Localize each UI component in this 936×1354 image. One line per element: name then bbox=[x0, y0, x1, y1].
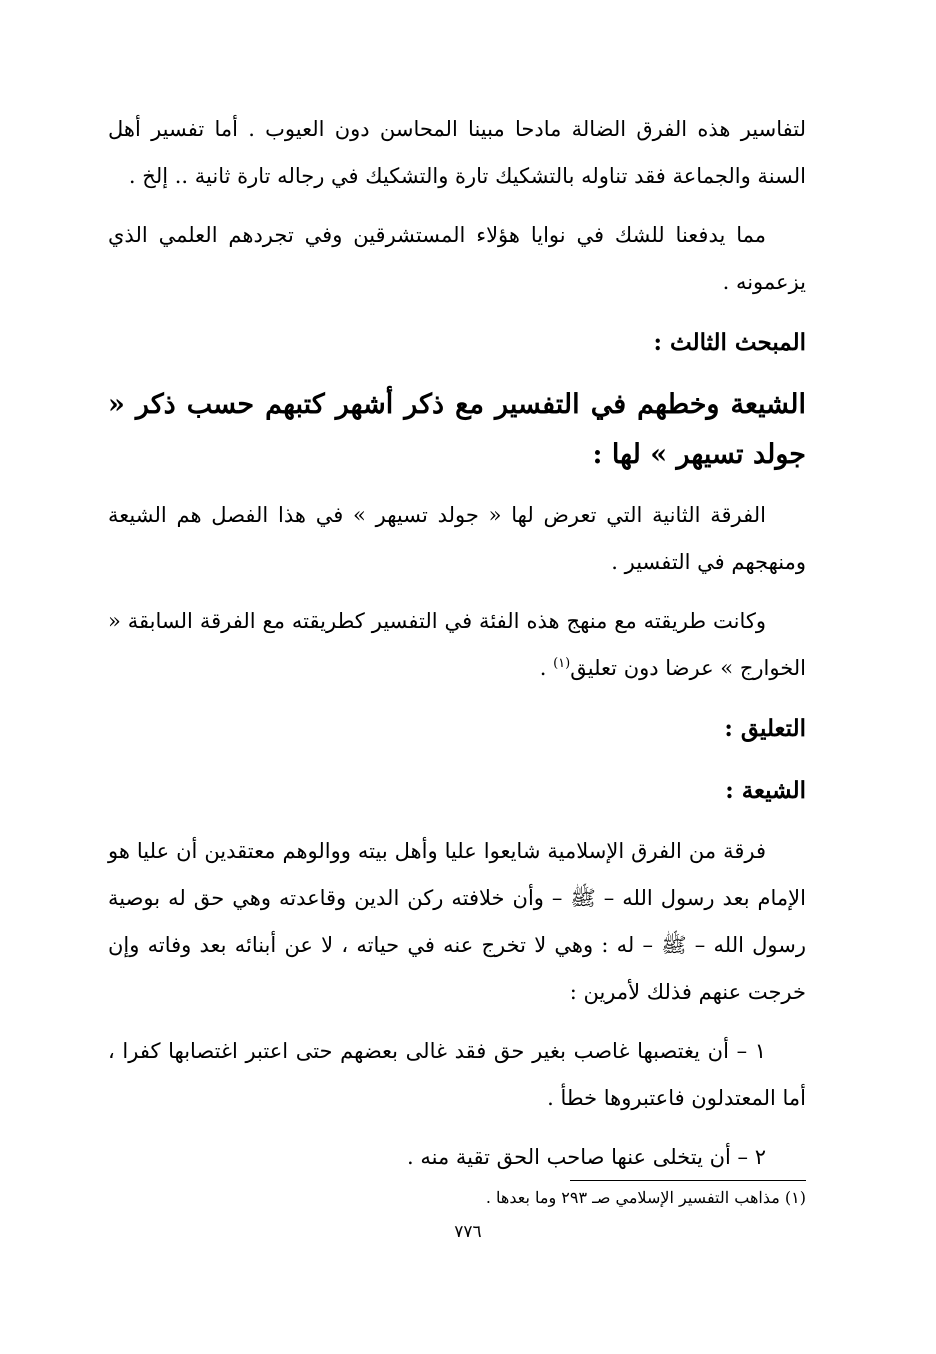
page-number: ٧٧٦ bbox=[454, 1222, 482, 1242]
shia-heading: الشيعة : bbox=[725, 777, 806, 804]
comment-heading: التعليق : bbox=[724, 715, 806, 742]
paragraph-5: فرقة من الفرق الإسلامية شايعوا عليا وأهل بيته ووالوهم معتقدين أن عليا هو الإمام بعد رسول الله – ﷺ – وأن خلافته ركن الدين وقاعدته وهي حق له بوصية رسول الله – ﷺ – له : وهي لا تخرج عنه في حياته ، لا عن أبنائه بعد وفاته وإن خرجت عنهم فذلك لأمرين : bbox=[108, 839, 806, 1004]
footnote: (١) مذاهب التفسير الإسلامي صـ ٢٩٣ وما بعدها . bbox=[485, 1188, 806, 1207]
section-title: الشيعة وخطهم في التفسير مع ذكر أشهر كتبهم حسب ذكر « جولد تسيهر » لها : bbox=[108, 389, 806, 470]
paragraph-2: مما يدفعنا للشك في نوايا هؤلاء المستشرقين وفي تجردهم العلمي الذي يزعمونه . bbox=[108, 223, 806, 294]
section-heading: المبحث الثالث : bbox=[653, 329, 806, 356]
paragraph-1: لتفاسير هذه الفرق الضالة مادحا مبينا المحاسن دون العيوب . أما تفسير أهل السنة والجماعة فقد تناوله بالتشكيك تارة والتشكيك في رجاله تارة ثانية .. إلخ . bbox=[108, 117, 806, 188]
main-text bbox=[108, 106, 806, 1193]
footnote-divider bbox=[570, 1180, 806, 1181]
list-item-2: ٢ – أن يتخلى عنها صاحب الحق تقية منه . bbox=[407, 1145, 766, 1169]
paragraph-4-end: . bbox=[539, 656, 554, 680]
paragraph-3: الفرقة الثانية التي تعرض لها « جولد تسيهر » في هذا الفصل هم الشيعة ومنهجهم في التفسير . bbox=[108, 503, 806, 574]
paragraph-4-text: وكانت طريقته مع منهج هذه الفئة في التفسير كطريقته مع الفرقة السابقة « الخوارج » عرضا دون تعليق bbox=[108, 609, 806, 680]
list-item-1: ١ – أن يغتصبها غاصب بغير حق فقد غالى بعضهم حتى اعتبر اغتصابها كفرا ، أما المعتدلون فاعتبروها خطأ . bbox=[108, 1039, 806, 1110]
footnote-reference: (١) bbox=[553, 656, 571, 671]
paragraph-4 bbox=[108, 598, 806, 692]
